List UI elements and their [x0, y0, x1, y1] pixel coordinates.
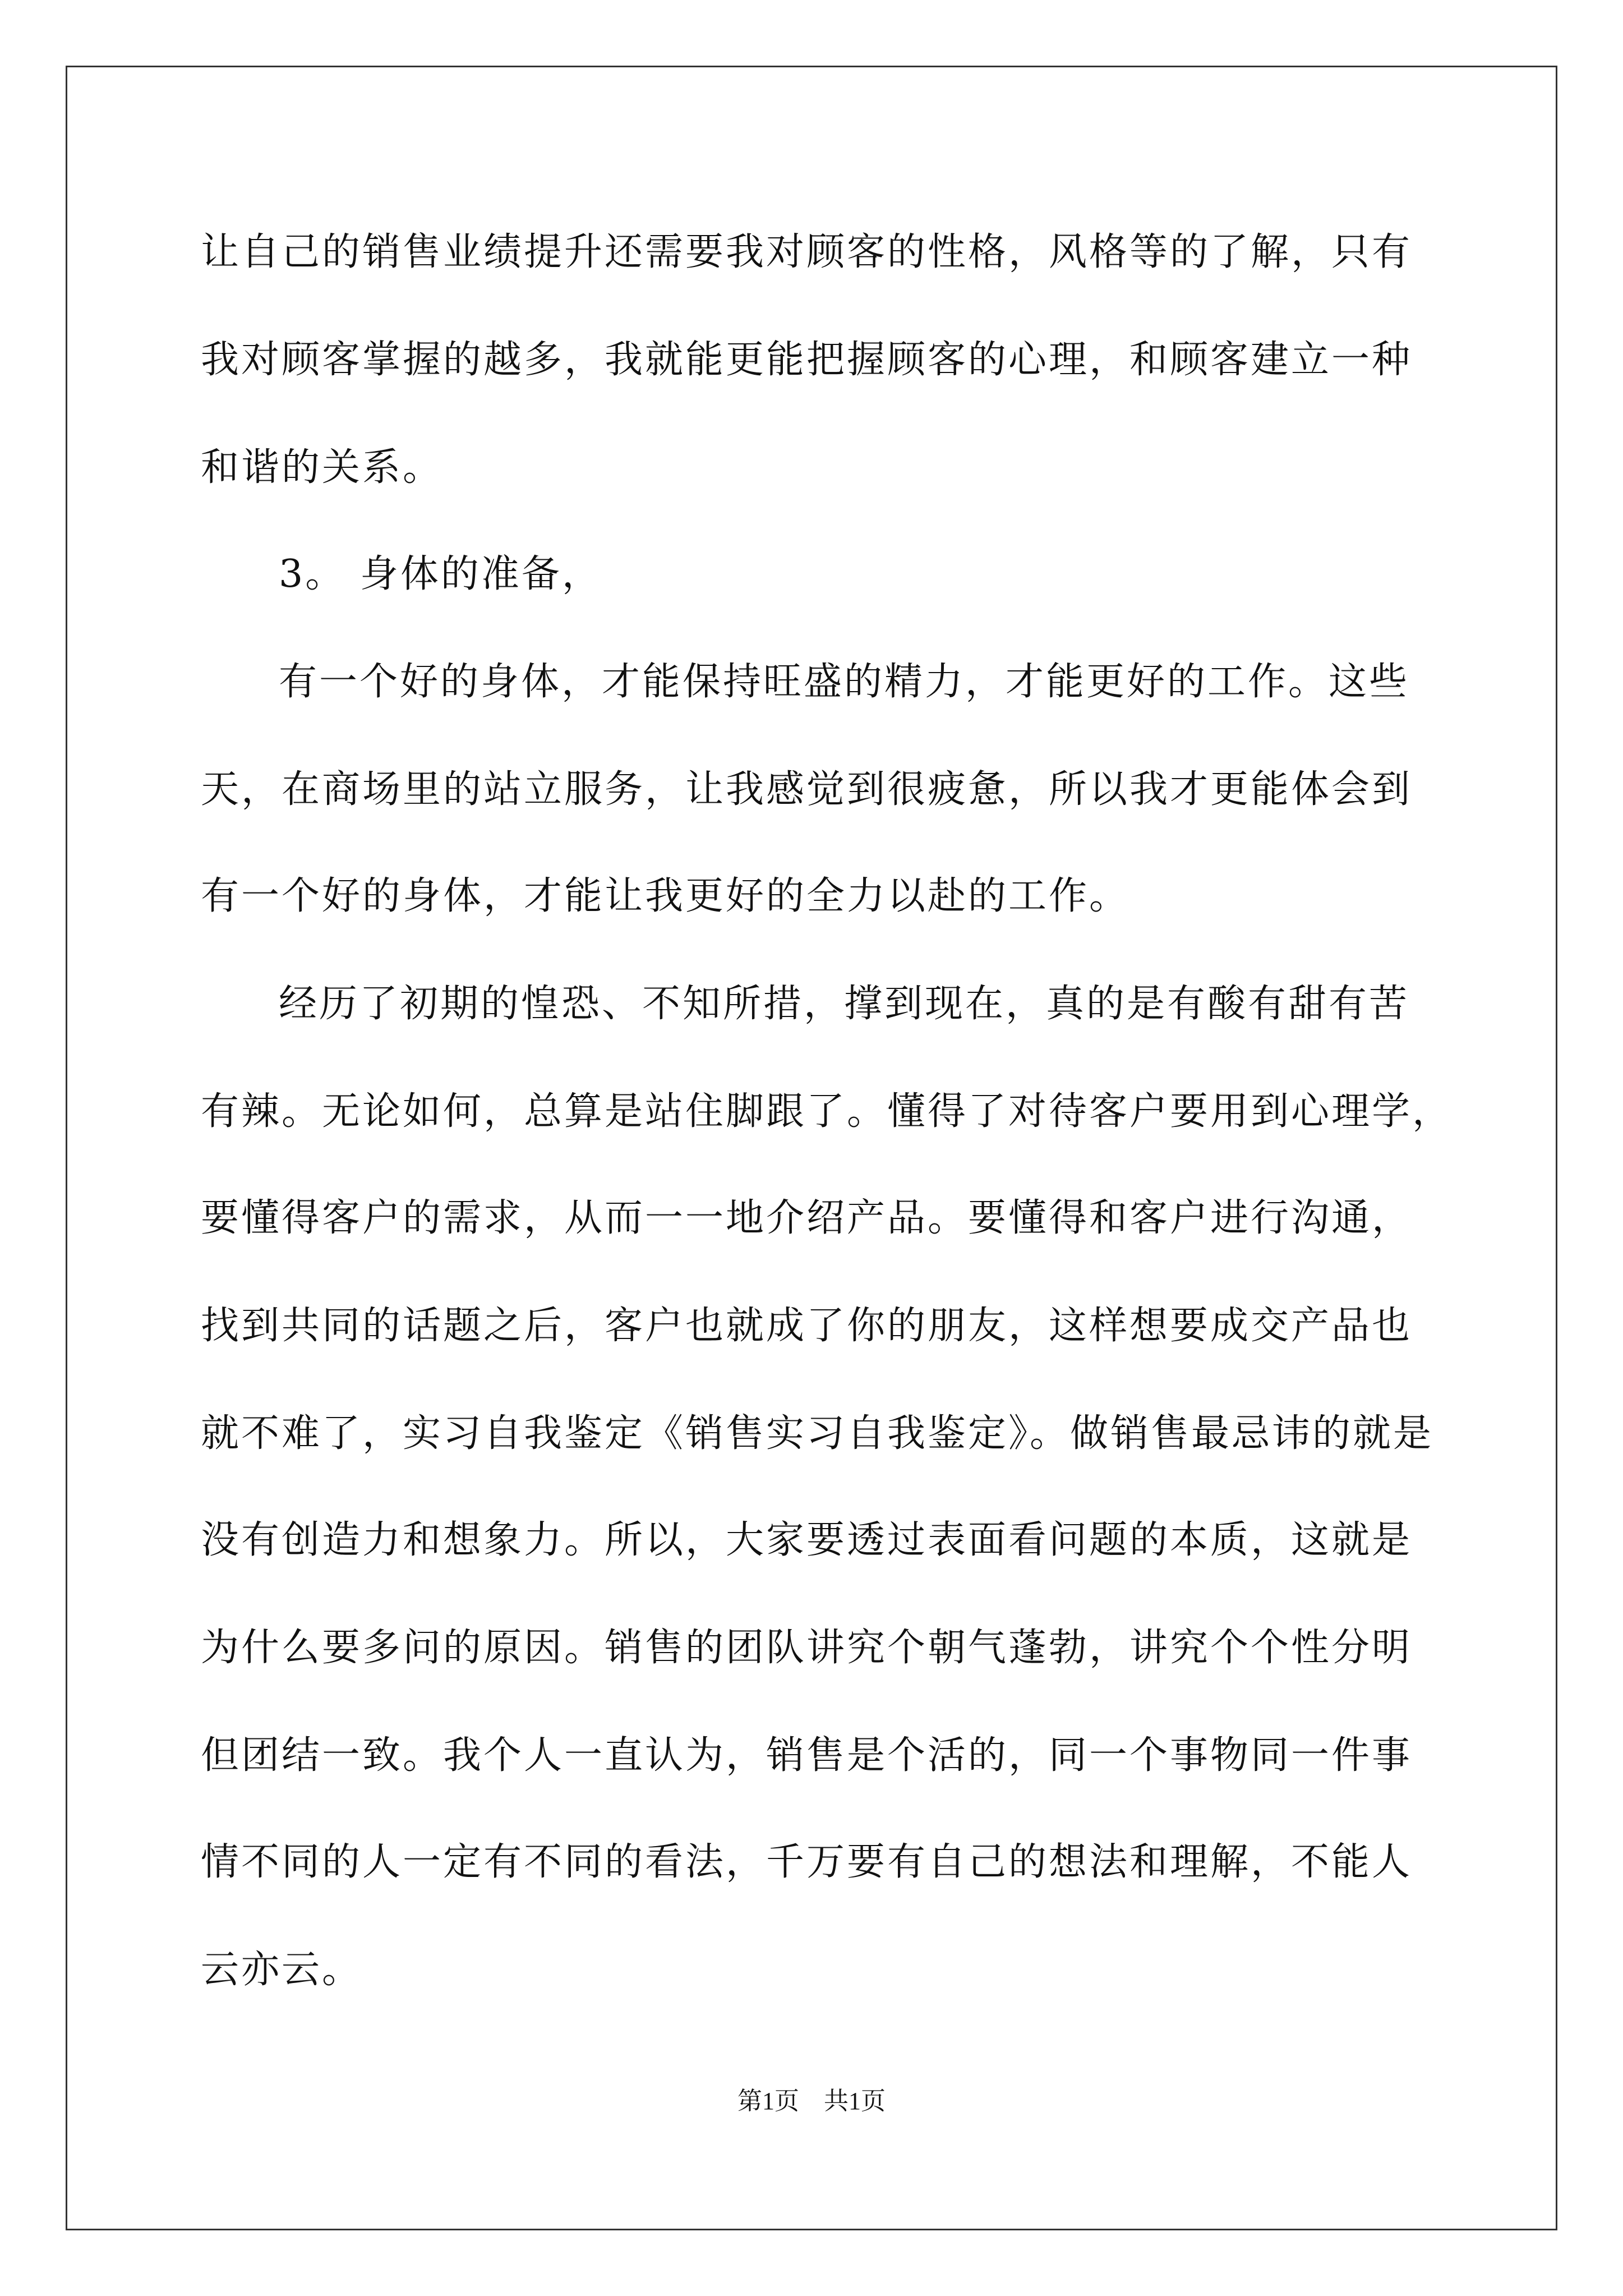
- paragraph-line: 就不难了，实习自我鉴定《销售实习自我鉴定》。做销售最忌讳的就是: [201, 1411, 1434, 1456]
- paragraph-line: 但团结一致。我个人一直认为，销售是个活的，同一个事物同一件事: [201, 1733, 1413, 1778]
- section-heading: 3。 身体的准备，: [279, 552, 602, 596]
- page-border: [66, 66, 1557, 2230]
- paragraph-line: 有一个好的身体，才能保持旺盛的精力，才能更好的工作。这些: [279, 660, 1410, 704]
- paragraph-line: 我对顾客掌握的越多，我就能更能把握顾客的心理，和顾客建立一种: [201, 338, 1413, 382]
- paragraph-line: 经历了初期的惶恐、不知所措，撑到现在，真的是有酸有甜有苦: [279, 982, 1410, 1026]
- paragraph-line: 找到共同的话题之后，客户也就成了你的朋友，这样想要成交产品也: [201, 1304, 1413, 1348]
- paragraph-line: 情不同的人一定有不同的看法，千万要有自己的想法和理解，不能人: [201, 1840, 1413, 1884]
- paragraph-line: 和谐的关系。: [201, 445, 444, 490]
- paragraph-line: 为什么要多问的原因。销售的团队讲究个朝气蓬勃，讲究个个性分明: [201, 1626, 1413, 1670]
- paragraph-line: 要懂得客户的需求，从而一一地介绍产品。要懂得和客户进行沟通，: [201, 1196, 1413, 1240]
- page-footer: 第1页 共1页: [737, 2087, 886, 2115]
- paragraph-line: 有辣。无论如何，总算是站住脚跟了。懂得了对待客户要用到心理学，: [201, 1089, 1453, 1134]
- paragraph-line: 有一个好的身体，才能让我更好的全力以赴的工作。: [201, 874, 1130, 918]
- paragraph-line: 天，在商场里的站立服务，让我感觉到很疲惫，所以我才更能体会到: [201, 767, 1413, 812]
- paragraph-line: 让自己的销售业绩提升还需要我对顾客的性格，风格等的了解，只有: [201, 230, 1413, 274]
- paragraph-line: 云亦云。: [201, 1948, 363, 1992]
- paragraph-line: 没有创造力和想象力。所以，大家要透过表面看问题的本质，这就是: [201, 1518, 1413, 1562]
